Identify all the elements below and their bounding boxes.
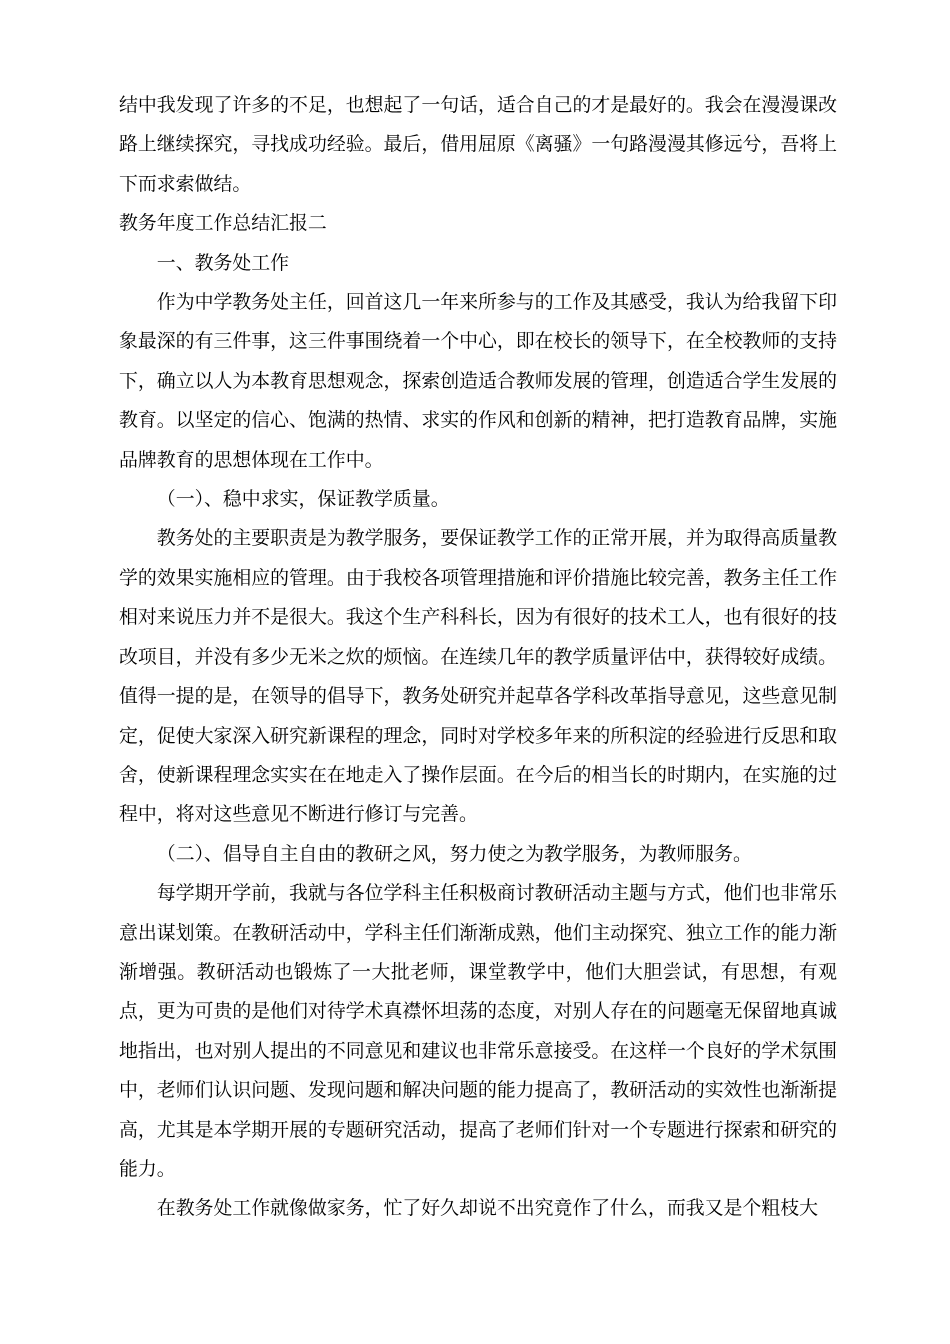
continued-paragraph: 结中我发现了许多的不足，也想起了一句话，适合自己的才是最好的。我会在漫漫课改路上继续探究，寻找成功经验。最后，借用屈原《离骚》一句路漫漫其修远兮，吾将上下而求索做结。 xyxy=(119,94,837,195)
subsection-heading: （二）、倡导自主自由的教研之风，努力使之为教学服务，为教师服务。 xyxy=(156,842,752,865)
subsection-heading: （一）、稳中求实，保证教学质量。 xyxy=(156,488,450,511)
body-paragraph: 每学期开学前，我就与各位学科主任积极商讨教研活动主题与方式，他们也非常乐意出谋划策。在教研活动中，学科主任们渐渐成熟，他们主动探究、独立工作的能力渐渐增强。教研活动也锻炼了一大批老师，课堂教学中，他们大胆尝试，有思想，有观点，更为可贵的是他们对待学术真襟怀坦荡的态度，对别人存在的问题毫无保留地真诚地指出，也对别人提出的不同意见和建议也非常乐意接受。在这样一个良好的学术氛围中，老师们认识问题、发现问题和解决问题的能力提高了，教研活动的实效性也渐渐提高，尤其是本学期开展的专题研究活动，提高了老师们针对一个专题进行探索和研究的能力。 xyxy=(119,882,837,1180)
body-paragraph: 在教务处工作就像做家务，忙了好久却说不出究竟作了什么，而我又是个粗枝大 xyxy=(156,1197,818,1220)
section-heading: 一、教务处工作 xyxy=(156,251,290,274)
document-body xyxy=(119,86,837,1229)
section-title: 教务年度工作总结汇报二 xyxy=(119,212,327,235)
body-paragraph: 作为中学教务处主任，回首这几一年来所参与的工作及其感受，我认为给我留下印象最深的有三件事，这三件事围绕着一个中心，即在校长的领导下，在全校教师的支持下，确立以人为本教育思想观念，探索创造适合教师发展的管理，创造适合学生发展的教育。以坚定的信心、饱满的热情、求实的作风和创新的精神，把打造教育品牌，实施品牌教育的思想体现在工作中。 xyxy=(119,291,837,471)
body-paragraph: 教务处的主要职责是为教学服务，要保证教学工作的正常开展，并为取得高质量教学的效果实施相应的管理。由于我校各项管理措施和评价措施比较完善，教务主任工作相对来说压力并不是很大。我这个生产科科长，因为有很好的技术工人，也有很好的技改项目，并没有多少无米之炊的烦恼。在连续几年的教学质量评估中，获得较好成绩。值得一提的是，在领导的倡导下，教务处研究并起草各学科改革指导意见，这些意见制定，促使大家深入研究新课程的理念，同时对学校多年来的所积淀的经验进行反思和取舍，使新课程理念实实在在地走入了操作层面。在今后的相当长的时期内，在实施的过程中，将对这些意见不断进行修订与完善。 xyxy=(119,527,837,826)
